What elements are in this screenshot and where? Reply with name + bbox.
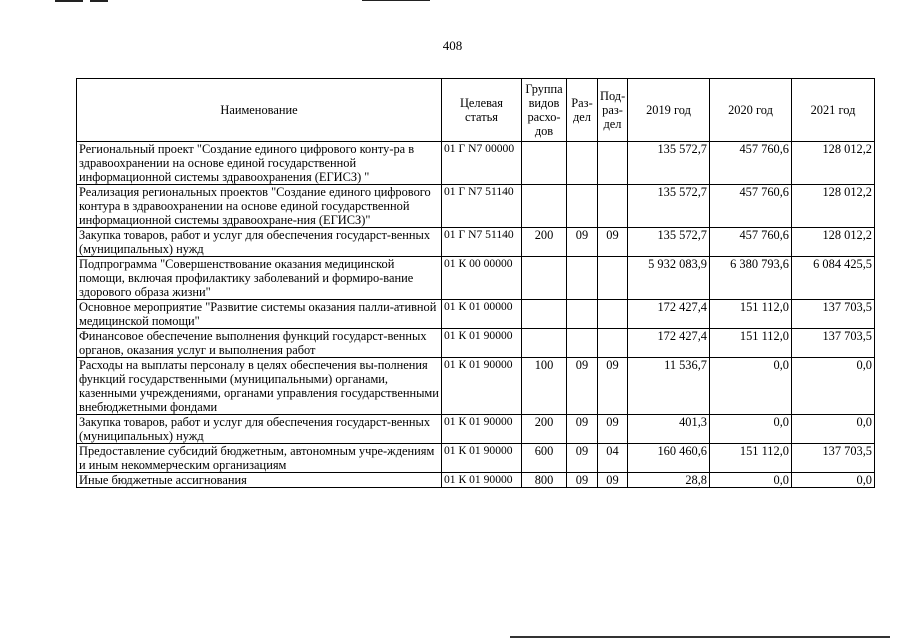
table-row [77,257,875,300]
amount-2020-cell: 0,0 [710,473,792,488]
amount-2021-cell: 137 703,5 [792,300,875,329]
name-cell: Региональный проект "Создание единого цифрового конту-ра в здравоохранении на основе единой государственной информационной системы здравоохранения (ЕГИСЗ) " [77,142,442,185]
amount-2021-cell: 137 703,5 [792,329,875,358]
subsection-cell: 09 [598,228,628,257]
budget-table [76,78,875,488]
amount-2021-cell: 128 012,2 [792,228,875,257]
bottom-rule [510,636,890,638]
expense-group-cell: 100 [522,358,567,415]
amount-2021-cell: 137 703,5 [792,444,875,473]
header-row [77,79,875,142]
table-row [77,185,875,228]
amount-2021-cell: 128 012,2 [792,142,875,185]
amount-2019-cell: 160 460,6 [628,444,710,473]
expense-group-cell [522,300,567,329]
amount-2021-cell: 0,0 [792,473,875,488]
top-rule [362,0,430,1]
amount-2021-cell: 128 012,2 [792,185,875,228]
header-2021: 2021 год [792,79,875,142]
page-number: 408 [442,38,463,53]
amount-2019-cell: 135 572,7 [628,185,710,228]
amount-2019-cell: 135 572,7 [628,228,710,257]
expense-group-cell: 600 [522,444,567,473]
amount-2019-cell: 172 427,4 [628,300,710,329]
name-cell: Основное мероприятие "Развитие системы оказания палли-ативной медицинской помощи" [77,300,442,329]
section-cell: 09 [567,473,598,488]
subsection-cell: 04 [598,444,628,473]
name-cell: Расходы на выплаты персоналу в целях обеспечения вы-полнения функций государственными (муниципальными) органами, казенными учреждениями, органами управления государственными внебюджетными фондами [77,358,442,415]
subsection-cell: 09 [598,358,628,415]
amount-2020-cell: 151 112,0 [710,329,792,358]
amount-2019-cell: 11 536,7 [628,358,710,415]
expense-group-cell [522,329,567,358]
target-article-cell: 01 К 01 00000 [442,300,522,329]
name-cell: Подпрограмма "Совершенствование оказания медицинской помощи, включая профилактику заболеваний и формиро-вание здорового образа жизни" [77,257,442,300]
amount-2019-cell: 28,8 [628,473,710,488]
amount-2019-cell: 135 572,7 [628,142,710,185]
name-cell: Иные бюджетные ассигнования [77,473,442,488]
subsection-cell [598,142,628,185]
subsection-cell: 09 [598,415,628,444]
target-article-cell: 01 К 00 00000 [442,257,522,300]
amount-2020-cell: 457 760,6 [710,228,792,257]
header-expense-group: Группа видов расхо-дов [522,79,567,142]
amount-2020-cell: 151 112,0 [710,300,792,329]
section-cell [567,257,598,300]
section-cell [567,300,598,329]
header-2020: 2020 год [710,79,792,142]
amount-2019-cell: 172 427,4 [628,329,710,358]
table-row [77,473,875,488]
header-section: Раз-дел [567,79,598,142]
subsection-cell [598,257,628,300]
table-row [77,415,875,444]
table-row [77,358,875,415]
name-cell: Закупка товаров, работ и услуг для обеспечения государст-венных (муниципальных) нужд [77,415,442,444]
subsection-cell [598,185,628,228]
subsection-cell: 09 [598,473,628,488]
table-row [77,142,875,185]
name-cell: Реализация региональных проектов "Создание единого цифрового контура в здравоохранении на основе единой государственной информационной системы здравоохране-ния (ЕГИСЗ)" [77,185,442,228]
amount-2021-cell: 0,0 [792,415,875,444]
header-name: Наименование [77,79,442,142]
amount-2019-cell: 5 932 083,9 [628,257,710,300]
amount-2019-cell: 401,3 [628,415,710,444]
expense-group-cell [522,185,567,228]
amount-2020-cell: 6 380 793,6 [710,257,792,300]
table-row [77,300,875,329]
top-rule [90,0,108,2]
header-2019: 2019 год [628,79,710,142]
table-row [77,228,875,257]
amount-2020-cell: 0,0 [710,358,792,415]
section-cell [567,142,598,185]
target-article-cell: 01 К 01 90000 [442,473,522,488]
target-article-cell: 01 К 01 90000 [442,358,522,415]
target-article-cell: 01 Г N7 00000 [442,142,522,185]
amount-2021-cell: 0,0 [792,358,875,415]
section-cell [567,185,598,228]
name-cell: Предоставление субсидий бюджетным, автономным учре-ждениям и иным некоммерческим организациям [77,444,442,473]
target-article-cell: 01 К 01 90000 [442,329,522,358]
target-article-cell: 01 Г N7 51140 [442,185,522,228]
section-cell: 09 [567,228,598,257]
section-cell: 09 [567,444,598,473]
target-article-cell: 01 К 01 90000 [442,444,522,473]
header-target-article: Целевая статья [442,79,522,142]
expense-group-cell: 200 [522,228,567,257]
expense-group-cell: 800 [522,473,567,488]
table-body [77,142,875,488]
amount-2021-cell: 6 084 425,5 [792,257,875,300]
subsection-cell [598,300,628,329]
header-subsection: Под-раз-дел [598,79,628,142]
section-cell: 09 [567,415,598,444]
section-cell: 09 [567,358,598,415]
target-article-cell: 01 К 01 90000 [442,415,522,444]
expense-group-cell [522,257,567,300]
section-cell [567,329,598,358]
amount-2020-cell: 151 112,0 [710,444,792,473]
table-row [77,444,875,473]
amount-2020-cell: 457 760,6 [710,142,792,185]
name-cell: Финансовое обеспечение выполнения функций государст-венных органов, оказания услуг и выполнения работ [77,329,442,358]
amount-2020-cell: 457 760,6 [710,185,792,228]
expense-group-cell [522,142,567,185]
top-rule [55,0,83,2]
name-cell: Закупка товаров, работ и услуг для обеспечения государст-венных (муниципальных) нужд [77,228,442,257]
subsection-cell [598,329,628,358]
expense-group-cell: 200 [522,415,567,444]
table-row [77,329,875,358]
amount-2020-cell: 0,0 [710,415,792,444]
target-article-cell: 01 Г N7 51140 [442,228,522,257]
